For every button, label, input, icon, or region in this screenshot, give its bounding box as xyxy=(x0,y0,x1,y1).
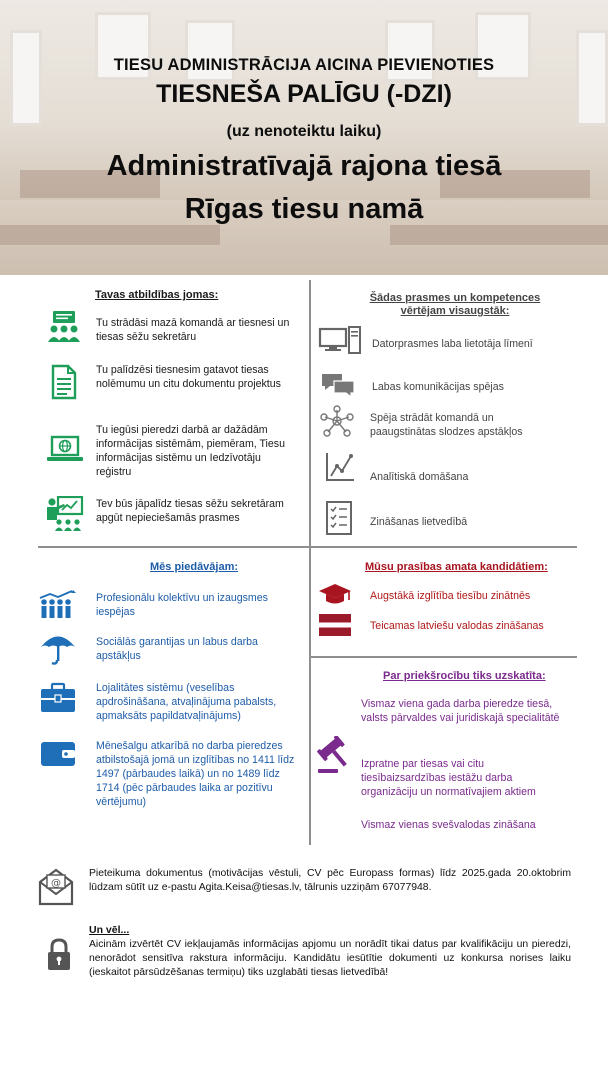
network-icon xyxy=(320,405,354,437)
divider-right-mid xyxy=(311,546,577,548)
offer-title: Mēs piedāvājam: xyxy=(150,561,239,573)
advantages-title: Par priekšrocību tiks uzskatīta: xyxy=(383,670,546,682)
gavel-icon xyxy=(316,736,354,774)
header-line-5: Rīgas tiesu namā xyxy=(184,193,424,225)
offer-item-3: Lojalitātes sistēmu (veselības apdrošināšana, atvaļinājuma pabalsts, apmaksāts papildatvaļinājums) xyxy=(96,682,277,722)
skills-title-line-2: vērtējam visaugstāk: xyxy=(400,305,510,317)
divider-right-low xyxy=(311,656,577,658)
skill-item-2: Labas komunikācijas spējas xyxy=(372,381,504,393)
presenter-icon xyxy=(44,496,84,532)
header-banner xyxy=(0,0,608,275)
flag-icon xyxy=(319,614,351,636)
graduation-cap-icon xyxy=(318,582,352,606)
responsibility-item-2: Tu palīdzēsi tiesnesim gatavot tiesas nolēmumu un citu dokumentu projektus xyxy=(96,364,281,390)
header-line-3: (uz nenoteiktu laiku) xyxy=(226,123,382,140)
more-title: Un vēl... xyxy=(89,924,130,936)
requirement-item-2: Teicamas latviešu valodas zināšanas xyxy=(370,620,544,632)
chat-bubbles-icon xyxy=(320,372,356,398)
skill-item-1: Datorprasmes laba lietotāja līmenī xyxy=(372,338,533,350)
requirements-title: Mūsu prasības amata kandidātiem: xyxy=(365,561,548,573)
divider-left-mid xyxy=(38,546,309,548)
checklist-icon xyxy=(325,500,353,536)
computer-icon xyxy=(318,326,362,354)
email-envelope-icon xyxy=(38,866,74,906)
wallet-icon xyxy=(40,738,76,768)
header-line-4: Administratīvajā rajona tiesā xyxy=(106,150,502,182)
team-icon xyxy=(46,310,82,344)
responsibility-item-1: Tu strādāsi mazā komandā ar tiesnesi un tiesas sēžu sekretāru xyxy=(96,317,290,343)
responsibility-item-4: Tev būs jāpalīdz tiesas sēžu sekretāram apgūt nepieciešamās prasmes xyxy=(96,498,284,524)
skill-item-3: Spēja strādāt komandā un paaugstinātas slodzes apstākļos xyxy=(370,412,523,438)
advantage-item-1: Vismaz viena gada darba pieredze tiesā, valsts pārvaldes vai juridiskajā specialitātē xyxy=(361,698,560,724)
responsibility-item-3: Tu iegūsi pieredzi darbā ar dažādām informācijas sistēmām, piemēram, Tiesu informācijas sistēmu un Iedzīvotāju reģistru xyxy=(96,424,285,478)
advantage-item-2: Izpratne par tiesas vai citu tiesībaizsardzības iestāžu darba organizāciju un normatīvajiem aktiem xyxy=(361,758,536,798)
divider-vertical xyxy=(309,280,311,845)
requirement-item-1: Augstākā izglītība tiesību zinātnēs xyxy=(370,590,531,602)
skills-title-line-1: Šādas prasmes un kompetences xyxy=(369,292,541,304)
advantage-item-3: Vismaz vienas svešvalodas zināšana xyxy=(361,819,536,831)
document-icon xyxy=(50,364,78,400)
offer-item-1: Profesionālu kolektīvu un izaugsmes iespējas xyxy=(96,592,268,618)
header-line-2: TIESNEŠA PALĪGU (-DZI) xyxy=(156,80,452,108)
more-text: Aicinām izvērtēt CV iekļaujamās informācijas apjomu un norādīt tikai datus par kvalifikāciju un pieredzi, nenorādot sensitīva rakstura informāciju. Kandidātu iesūtītie dokumenti uz konkursa norises laiku (ieskaitot pārsūdzēšanas termiņu) tiks uzglabāti tiesas lietvedībā! xyxy=(89,939,571,978)
laptop-globe-icon xyxy=(46,435,84,465)
offer-item-2: Sociālās garantijas un labus darba apstākļus xyxy=(96,636,258,662)
responsibilities-title: Tavas atbildības jomas: xyxy=(95,289,219,301)
skill-item-5: Zināšanas lietvedībā xyxy=(370,516,468,528)
apply-text: Pieteikuma dokumentus (motivācijas vēstuli, CV pēc Europass formas) līdz 2025.gada 20.oktobrim lūdzam sūtīt uz e-pastu Agita.Keisa@tiesas.lv, tālrunis uzziņām 67077948. xyxy=(89,868,571,893)
padlock-icon xyxy=(46,938,72,972)
header-line-1: TIESU ADMINISTRĀCIJA AICINA PIEVIENOTIES xyxy=(113,56,495,74)
umbrella-icon xyxy=(40,630,76,666)
chart-icon xyxy=(325,452,355,482)
offer-item-4: Mēnešalgu atkarībā no darba pieredzes atbilstošajā jomā un izglītības no 1411 līdz 1497 (pārbaudes laikā) un no 1489 līdz 1714 (pēc pārbaudes laika ar pozitīvu vērtējumu) xyxy=(96,740,295,808)
svg-text:@: @ xyxy=(51,878,61,889)
skill-item-4: Analītiskā domāšana xyxy=(370,471,469,483)
briefcase-icon xyxy=(40,682,76,714)
growth-people-icon xyxy=(38,590,78,620)
